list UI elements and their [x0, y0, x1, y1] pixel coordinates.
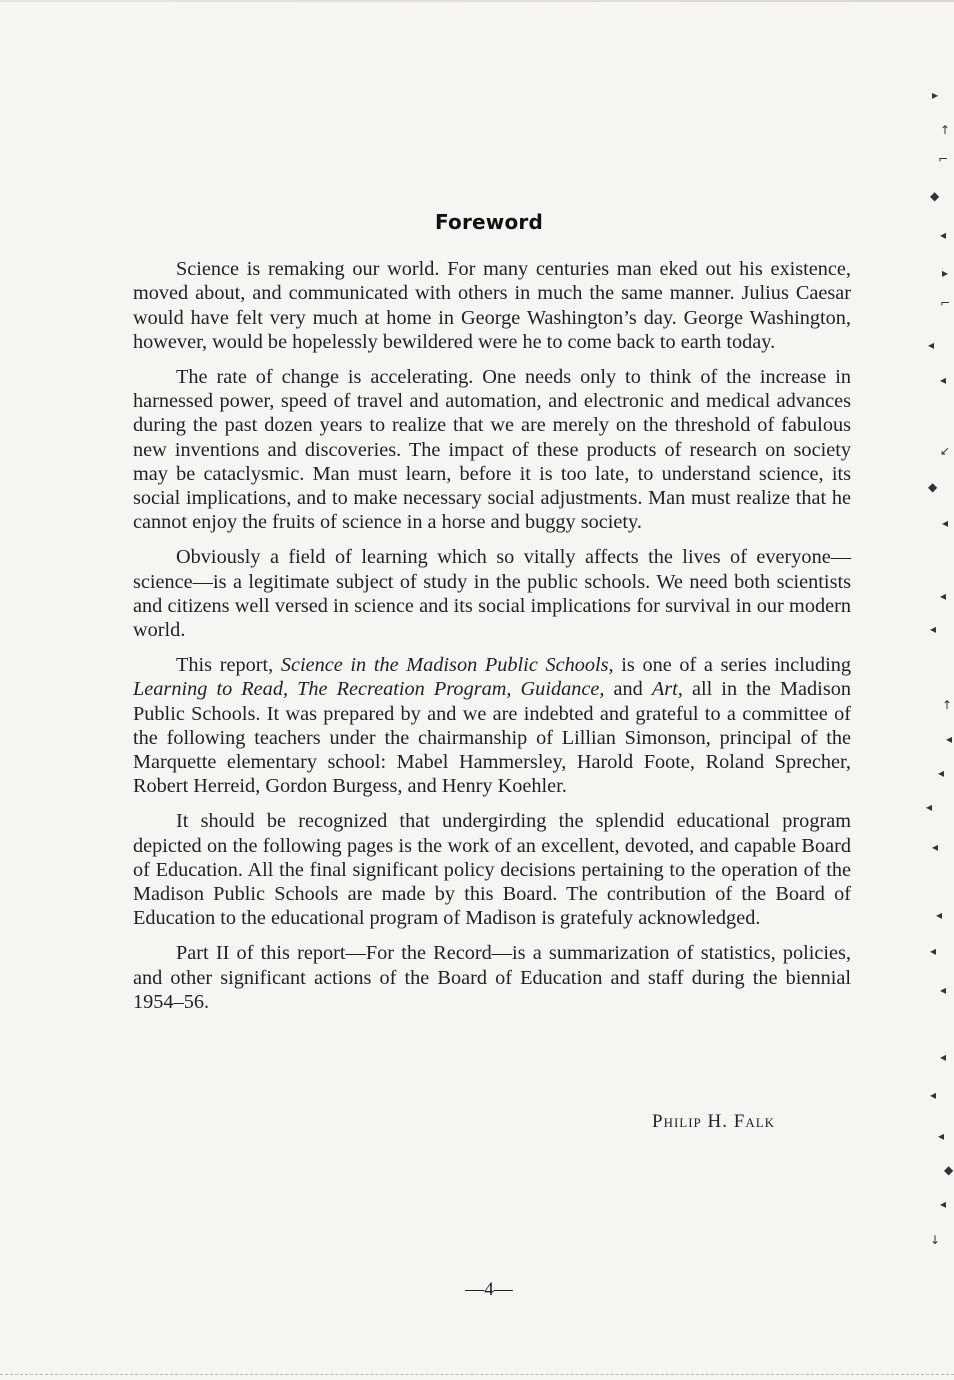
page-number: —4— [465, 1279, 513, 1300]
page-title: Foreword [434, 210, 544, 234]
paragraph-4 [133, 653, 851, 799]
margin-mark: ⌐ [938, 152, 949, 166]
paragraph-2: The rate of change is accelerating. One needs only to think of the increase in harnessed power, speed of travel and automation, and electronic and medical advances during the past dozen years to realize that we are merely on the threshold of fabulous new inventions and discoveries. The impact of these products of research on society may be cataclysmic. Man must learn, before it is too late, to understand science, its social implications, and to make necessary social adjustments. Man must realize that he cannot enjoy the fruits of science in a horse and buggy society. [133, 365, 851, 534]
margin-mark: ◂ [926, 800, 933, 814]
margin-mark: ◂ [940, 1050, 947, 1064]
margin-binding-marks [926, 0, 954, 1380]
series-titles: Learning to Read, The Recreation Program, Guidance, [133, 678, 605, 701]
margin-mark: ↙ [940, 444, 951, 458]
margin-mark: ◆ [928, 480, 938, 494]
margin-mark: ◆ [944, 1163, 954, 1177]
series-title-art: Art, [651, 678, 683, 701]
margin-mark: ◂ [938, 766, 945, 780]
margin-mark: ◂ [940, 373, 947, 387]
margin-mark: ◂ [936, 908, 943, 922]
margin-mark: ↑ [942, 698, 953, 712]
margin-mark: ▸ [932, 88, 939, 102]
margin-mark: ◂ [928, 338, 935, 352]
paragraph-4-text-c: and [604, 678, 652, 701]
margin-mark: ↑ [940, 123, 951, 137]
margin-mark: ◆ [930, 189, 940, 203]
body-text [133, 257, 851, 1025]
margin-mark: ◂ [940, 1197, 947, 1211]
margin-mark: ▸ [942, 266, 949, 280]
paragraph-1: Science is remaking our world. For many centuries man eked out his existence, moved about, and communicated with others in much the same manner. Julius Caesar would have felt very much at home in George Washington’s day. George Washington, however, would be hopelessly bewildered were he to come back to earth today. [133, 258, 851, 353]
paragraph-6: Part II of this report—For the Record—is a summarization of statistics, policies, and other significant actions of the Board of Education and staff during the biennial 1954–56. [133, 942, 851, 1013]
margin-mark: ◂ [942, 516, 949, 530]
margin-mark: ◂ [930, 1088, 937, 1102]
margin-mark: ◂ [940, 589, 947, 603]
page-top-edge [0, 0, 954, 2]
margin-mark: ◂ [940, 983, 947, 997]
paragraph-4-text-d: all in the Madison Public Schools. It was prepared by and we are indebted and grateful to a committee of the following teachers under the chairmanship of Lillian Simonson, principal of the Marquette elementary school: Mabel Hammersley, Harold Foote, Roland Sprecher, Robert Herreid, Gordon Burgess, and Henry Koehler. [133, 678, 851, 798]
paragraph-4-text-a: This report, [176, 653, 281, 676]
paragraph-5: It should be recognized that undergirding the splendid educational program depicted on the following pages is the work of an excellent, devoted, and capable Board of Education. All the final significant policy decisions pertaining to the operation of the Madison Public Schools are made by this Board. The contribution of the Board of Education to the educational program of Madison is gratefuly acknowledged. [133, 810, 851, 930]
margin-mark: ◂ [930, 944, 937, 958]
margin-mark: ◂ [938, 1129, 945, 1143]
paragraph-4-text-b: is one of a series including [613, 653, 851, 676]
margin-mark: ◂ [940, 228, 947, 242]
margin-mark: ◂ [946, 732, 953, 746]
margin-mark: ◂ [932, 840, 939, 854]
paragraph-3: Obviously a field of learning which so vitally affects the lives of everyone—science—is a legitimate subject of study in the public schools. We need both scientists and citizens well versed in science and its social implications for survival in our modern world. [133, 546, 851, 642]
margin-mark: ↓ [930, 1233, 941, 1247]
margin-mark: ◂ [930, 622, 937, 636]
signature: Philip H. Falk [652, 1111, 776, 1132]
margin-mark: ⌐ [940, 296, 951, 310]
page-bottom-edge [0, 1374, 954, 1377]
report-title: Science in the Madison Public Schools, [280, 653, 614, 676]
